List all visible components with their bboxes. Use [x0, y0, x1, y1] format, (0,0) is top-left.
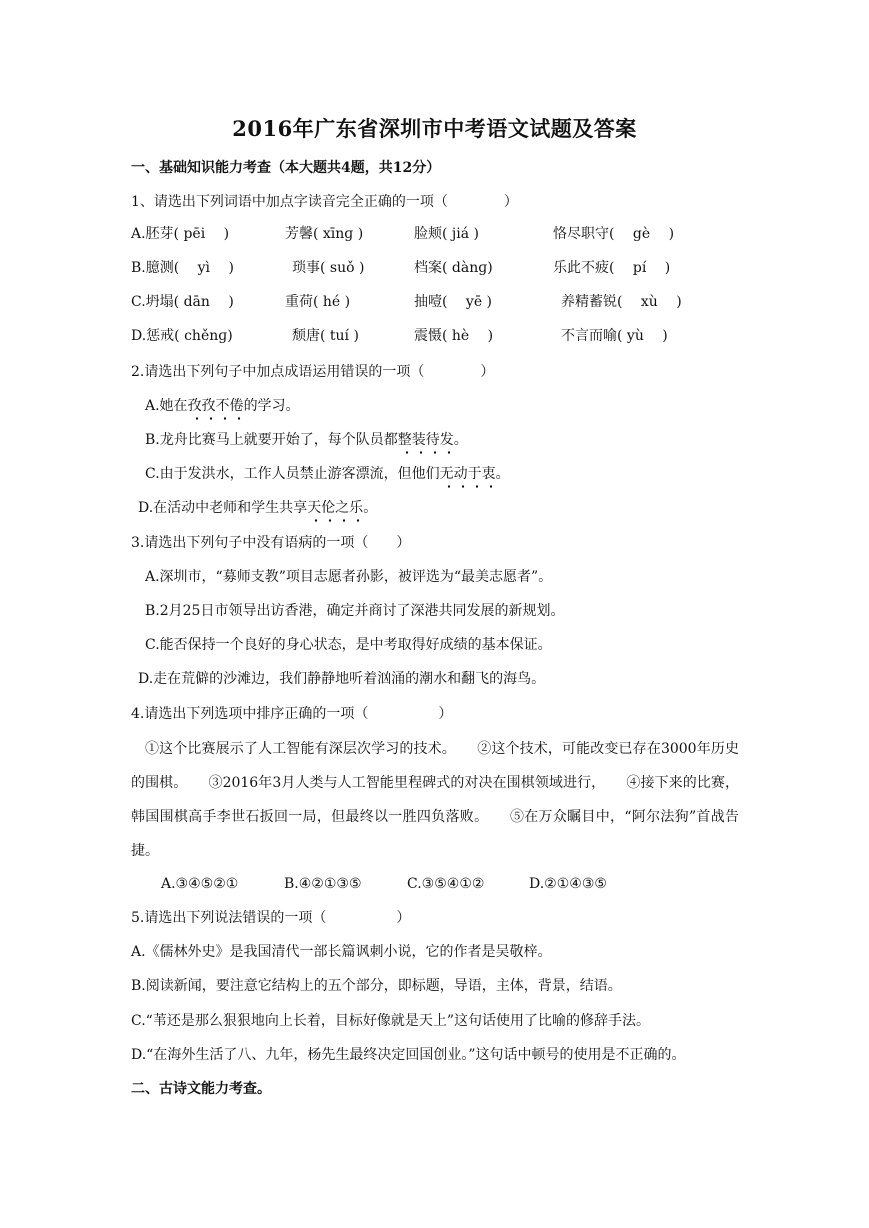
q5-option-d: D.“在海外生活了八、九年，杨先生最终决定回国创业。”这句话中顿号的使用是不正确的。 [131, 1047, 686, 1063]
q1-option-a-3: 脸颊( jiá ) [414, 226, 479, 242]
q2-option-a [145, 396, 300, 416]
q2-option-c [145, 464, 510, 484]
q2-option-d [138, 498, 377, 518]
q3-option-b: B.2月25日市领导出访香港，确定并商讨了深港共同发展的新规划。 [145, 603, 565, 619]
q4-option-d: D.②①④③⑤ [529, 876, 607, 892]
q2-b-suffix: 。 [453, 432, 468, 448]
q2-a-idiom: 孜孜不倦 [187, 398, 244, 414]
question-5-stem: 5.请选出下列说法错误的一项（ ） [131, 910, 411, 926]
q1-option-d-2: 颓唐( tuí ) [292, 328, 359, 344]
q2-option-b [145, 430, 468, 450]
question-1-stem: 1、请选出下列词语中加点字读音完全正确的一项（ ） [131, 194, 518, 210]
q2-a-suffix: 的学习。 [243, 398, 300, 414]
q2-b-prefix: B.龙舟比赛马上就要开始了，每个队员都 [145, 432, 398, 448]
q3-option-d: D.走在荒僻的沙滩边，我们静静地听着汹涌的潮水和翻飞的海鸟。 [138, 671, 546, 687]
q1-option-c-2: 重荷( hé ) [285, 294, 351, 310]
q4-option-a: A.③④⑤②① [161, 876, 239, 892]
q1-option-b-2: 琐事( suǒ ) [292, 260, 365, 276]
section-1-heading: 一、基础知识能力考查（本大题共4题，共12分） [131, 160, 441, 176]
question-4-stem: 4.请选出下列选项中排序正确的一项（ ） [131, 706, 453, 722]
q1-option-c-3: 抽噎( yē ) [414, 294, 493, 310]
q2-b-idiom: 整装待发 [397, 432, 454, 448]
q2-a-prefix: A.她在 [145, 398, 188, 414]
q4-passage: ①这个比赛展示了人工智能有深层次学习的技术。 ②这个技术，可能改变已存在3000年历史的围棋。 ③2016年3月人类与人工智能里程碑式的对决在围棋领域进行， ④接下来的比赛，韩国围棋高手李世石扳回一局，但最终以一胜四负落败。 ⑤在万众瞩目中，“阿尔法狗”首战告捷。 [131, 741, 739, 859]
q1-option-c-4: 养精蓄锐( xù ) [561, 294, 682, 310]
q1-option-a-4: 恪尽职守( gè ) [553, 226, 675, 242]
q1-option-d-3: 震慑( hè ) [414, 328, 494, 344]
question-2-stem: 2.请选出下列句子中加点成语运用错误的一项（ ） [131, 364, 495, 380]
q2-d-suffix: 。 [363, 500, 378, 516]
question-3-stem: 3.请选出下列句子中没有语病的一项（ ） [131, 535, 411, 551]
q2-d-prefix: D.在活动中老师和学生共享 [138, 500, 308, 516]
q1-option-a-1: A.胚芽( pēi ) [131, 226, 230, 242]
q5-option-b: B.阅读新闻，要注意它结构上的五个部分，即标题，导语，主体，背景，结语。 [131, 978, 622, 994]
q1-option-b-3: 档案( dànɡ) [414, 260, 493, 276]
q1-option-d-4: 不言而喻( yù ) [561, 328, 668, 344]
section-2-heading: 二、古诗文能力考查。 [131, 1081, 271, 1097]
q1-option-d-1: D.惩戒( chěnɡ) [131, 328, 233, 344]
q1-option-b-1: B.臆测( yì ) [131, 260, 234, 276]
page-title: 2016年广东省深圳市中考语文试题及答案 [232, 116, 637, 141]
q2-d-idiom: 天伦之乐 [307, 500, 364, 516]
q5-option-a: A.《儒林外史》是我国清代一部长篇讽刺小说，它的作者是吴敬梓。 [131, 944, 552, 960]
q1-option-a-2: 芳馨( xīnɡ ) [285, 226, 364, 242]
q1-option-b-4: 乐此不疲( pí ) [553, 260, 671, 276]
q5-option-c: C.“苇还是那么狠狠地向上长着，目标好像就是天上”这句话使用了比喻的修辞手法。 [131, 1013, 650, 1029]
q2-c-suffix: 。 [495, 466, 510, 482]
q3-option-a: A.深圳市，“募师支教”项目志愿者孙影，被评选为“最美志愿者”。 [145, 569, 553, 585]
q2-c-prefix: C.由于发洪水，工作人员禁止游客漂流，但他们 [145, 466, 440, 482]
q4-option-b: B.④②①③⑤ [284, 876, 362, 892]
q2-c-idiom: 无动于衷 [439, 466, 496, 482]
q3-option-c: C.能否保持一个良好的身心状态，是中考取得好成绩的基本保证。 [145, 637, 552, 653]
q1-option-c-1: C.坍塌( dān ) [131, 294, 234, 310]
q4-option-c: C.③⑤④①② [407, 876, 485, 892]
